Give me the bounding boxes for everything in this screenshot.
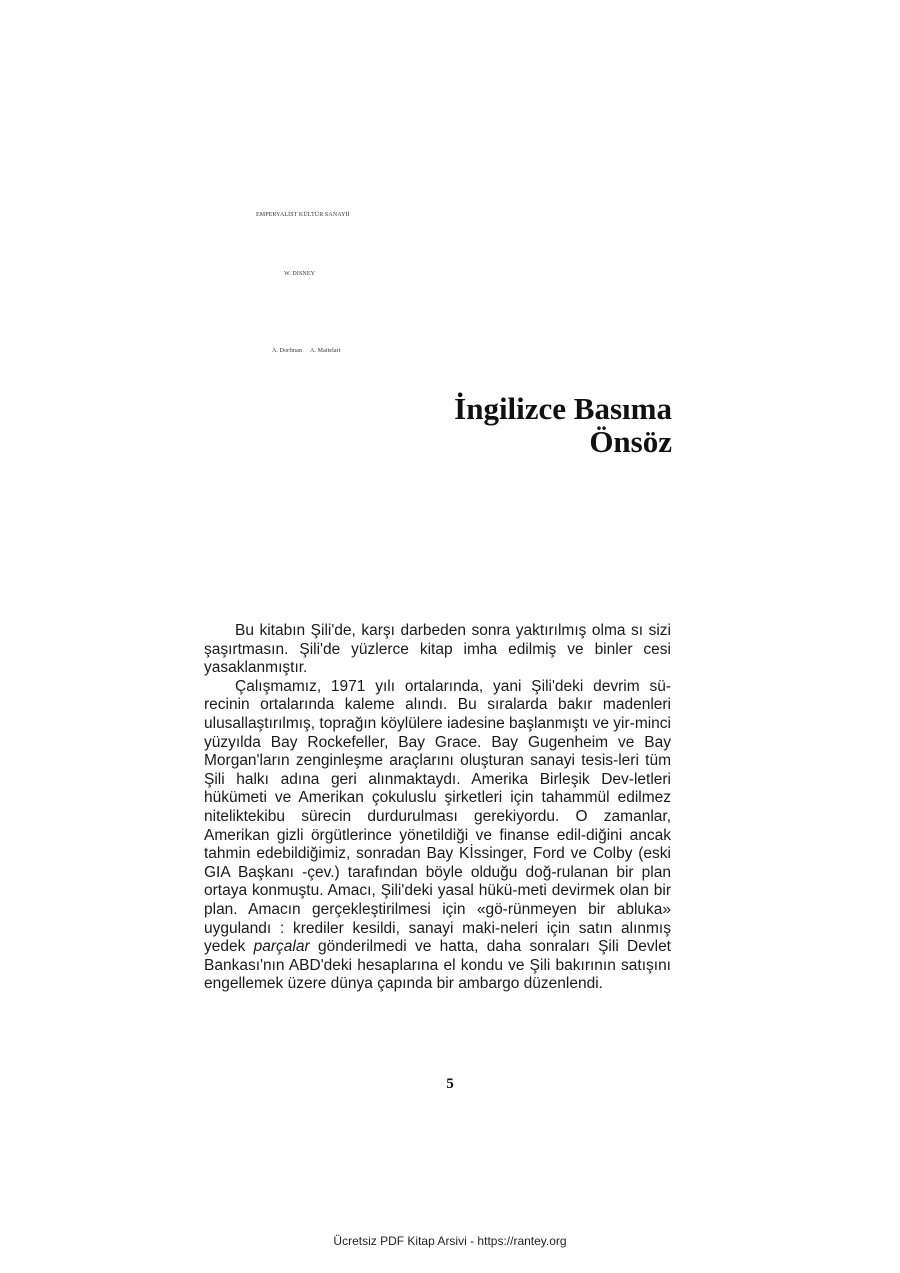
chapter-title-line-2: Önsöz xyxy=(589,424,672,459)
paragraph-2-part-1: Çalışmamız, 1971 yılı ortalarında, yani Şili'deki devrim sü-recinin ortalarında kaleme alındı. Bu sıralarda bakır madenleri ulusallaştırılmış, toprağın köylülere iadesine başlanmıştı ve yir-minci yüzyılda Bay Rockefeller, Bay Grace. Bay Gugenheim ve Bay Morgan'ların zenginleşme araçlarını oluşturan sanayi tesis-leri tüm Şili halkı adına geri alınmaktaydı. Amerika Birleşik Dev-letleri hükümeti ve Amerikan çokuluslu şirketleri için tahammül edilmez niteliktekibu sürecin durdurulması gerekiyordu. O zamanlar, Amerikan gizli örgütlerince yönetildiği ve finanse edil-diğini ancak tahmin edebildiğimiz, sonradan Bay Kİssinger, Ford ve Colby (eski GIA Başkanı -çev.) tarafından böyle olduğu doğ-rulanan bir plan ortaya konmuştu. Amacı, Şili'deki yasal hükü-meti devirmek olan bir plan. Amacın gerçekleştirilmesi için «gö-rünmeyen bir abluka» uygulandı : krediler kesildi, sanayi maki-neleri için satın alınmış yedek xyxy=(204,677,671,956)
body-text xyxy=(204,622,671,994)
chapter-title xyxy=(454,392,672,458)
author-1: A. Dorfman xyxy=(272,348,302,354)
paragraph-2-part-2: gönderilmedi ve hatta, daha sonraları Şili Devlet Bankası'nın ABD'deki hesaplarına el kondu ve Şili bakırının satışını engellemek üzere dünya çapında bir ambargo düzenlendi. xyxy=(204,938,671,993)
footer-watermark: Ücretsiz PDF Kitap Arsivi - https://rantey.org xyxy=(333,1234,567,1248)
paragraph-2 xyxy=(204,678,671,994)
series-title: EMPERYALİST KÜLTÜR SANAYİİ xyxy=(256,212,350,218)
author-names xyxy=(272,348,341,354)
brand-name: W. DISNEY xyxy=(284,271,316,277)
paragraph-1: Bu kitabın Şili'de, karşı darbeden sonra yaktırılmış olma sı sizi şaşırtmasın. Şili'de yüzlerce kitap imha edilmiş ve binler cesi yasaklanmıştır. xyxy=(204,622,671,677)
author-2: A. Mattelart xyxy=(310,348,341,354)
page-number: 5 xyxy=(446,1076,454,1092)
emphasis-parcalar: parçalar xyxy=(253,938,310,956)
chapter-title-line-1: İngilizce Basıma xyxy=(454,391,672,426)
